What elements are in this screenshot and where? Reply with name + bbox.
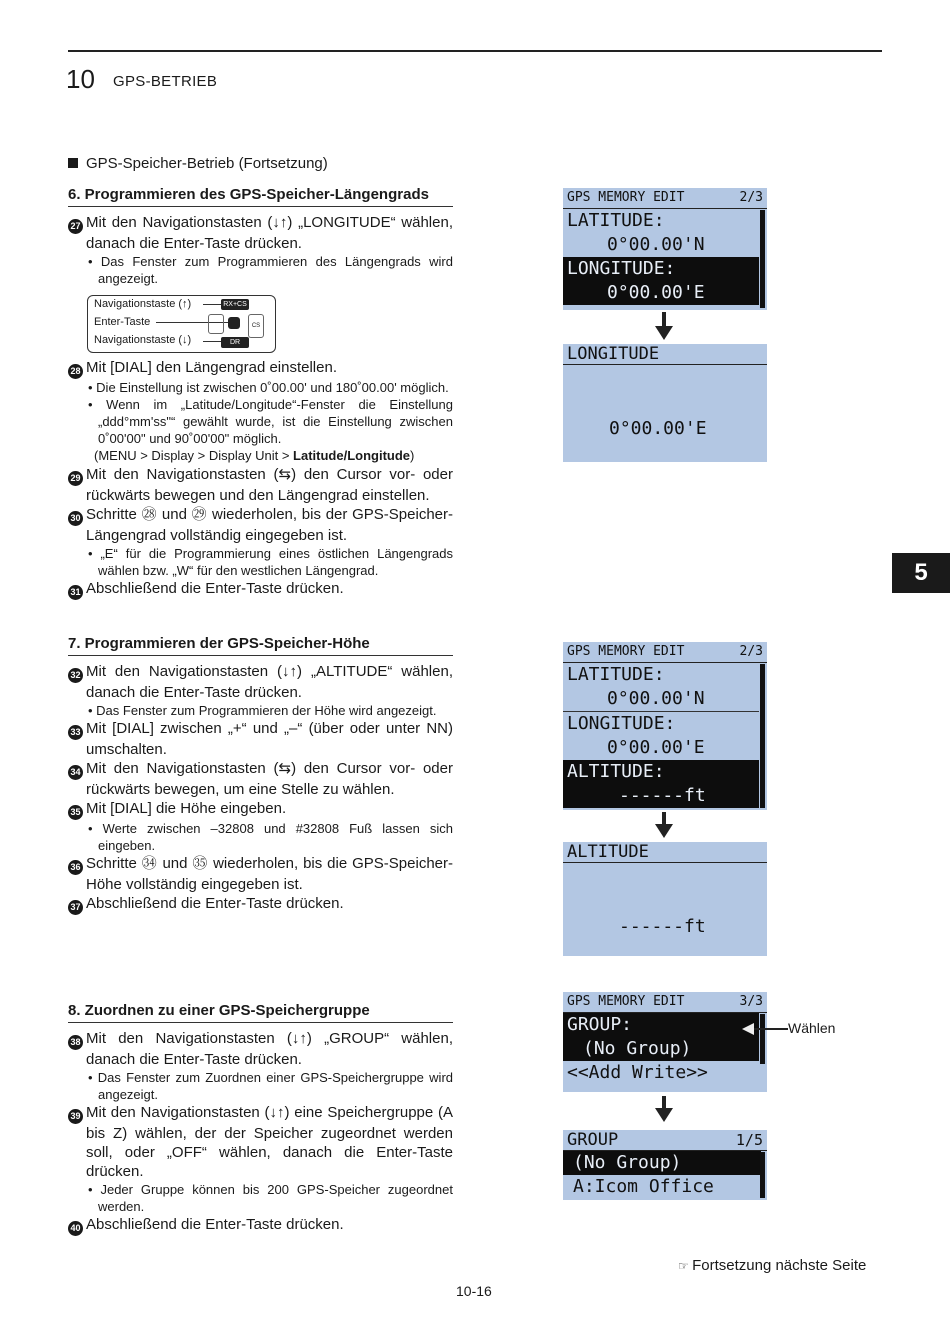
step-number: 30 [68, 511, 83, 526]
step-31: 31 Abschließend die Enter-Taste drücken. [68, 579, 453, 600]
section-7 [68, 635, 453, 915]
step-39: 39 Mit den Navigationstasten (↓↑) eine Speichergruppe (A bis Z) wählen, der der Speicher zugeordnet werden soll, oder „OFF“ wählen, danach die Enter-Taste drücken. [68, 1103, 453, 1181]
step-number: 27 [68, 219, 83, 234]
scrollbar [760, 1014, 765, 1064]
menu-path: (MENU > Display > Display Unit > Latitude/Longitude) [94, 448, 415, 463]
step-number: 37 [68, 900, 83, 915]
header-rule [68, 50, 882, 52]
key-diagram [87, 295, 276, 353]
select-label: Wählen [788, 1020, 836, 1036]
section-6-cont [68, 358, 453, 600]
step-27-note: • Das Fenster zum Programmieren des Längengrads wird angezeigt. [88, 254, 453, 286]
step-39-note: • Jeder Gruppe können bis 200 GPS-Speicher zugeordnet werden. [88, 1182, 453, 1214]
step-number: 28 [68, 364, 83, 379]
step-number: 29 [68, 471, 83, 486]
cs-key: CS [248, 314, 264, 338]
step-32-note: • Das Fenster zum Programmieren der Höhe wird angezeigt. [88, 703, 437, 718]
step-number: 35 [68, 805, 83, 820]
down-arrow-icon [655, 326, 673, 340]
step-30-note: • „E“ für die Programmierung eines östlichen Längengrads wählen bzw. „W“ für den westlichen Längengrad. [88, 546, 453, 578]
scrollbar [760, 210, 765, 308]
left-key-icon [208, 314, 224, 334]
section-heading: 8. Zuordnen zu einer GPS-Speichergruppe [68, 1002, 453, 1023]
lcd-selected-row [563, 1013, 759, 1061]
lcd-altitude-entry [563, 842, 767, 956]
continue-note: ☞ Fortsetzung nächste Seite [678, 1257, 867, 1274]
lcd-group-item-selected: (No Group) [563, 1151, 761, 1175]
step-number: 32 [68, 668, 83, 683]
lcd-longitude-value: 0°00.00'E [609, 418, 707, 439]
step-37: 37 Abschließend die Enter-Taste drücken. [68, 894, 453, 915]
square-bullet-icon [68, 158, 78, 168]
lcd-header: GROUP 1/5 [563, 1130, 767, 1151]
lcd-latitude-label: LATITUDE: [567, 210, 665, 231]
pointer-icon [742, 1023, 754, 1035]
step-34: 34 Mit den Navigationstasten (⇆) den Cursor vor- oder rückwärts bewegen, um eine Stelle zu wählen. [68, 759, 453, 799]
step-33: 33 Mit [DIAL] zwischen „+“ und „–“ (über oder unter NN) umschalten. [68, 719, 453, 759]
step-number: 34 [68, 765, 83, 780]
step-number: 39 [68, 1109, 83, 1124]
step-38: 38 Mit den Navigationstasten (↓↑) „GROUP“ wählen, danach die Enter-Taste drücken. [68, 1029, 453, 1069]
lcd-longitude-entry [563, 344, 767, 462]
lcd-latitude-value: 0°00.00'N [607, 234, 705, 255]
lcd-header: GPS MEMORY EDIT 2/3 [563, 188, 767, 209]
scrollbar [760, 664, 765, 808]
step-36: 36 Schritte ㉞ und ㉟ wiederholen, bis die GPS-Speicher-Höhe vollständig eingegeben ist. [68, 854, 453, 894]
key-label-enter: Enter-Taste [94, 316, 151, 328]
enter-key-icon [228, 317, 240, 329]
step-30: 30 Schritte ㉘ und ㉙ wiederholen, bis der GPS-Speicher-Längengrad vollständig eingegeben ist. [68, 505, 453, 545]
key-label-nav-up: Navigationstaste (↑) [94, 298, 192, 310]
lcd-selected-row [563, 257, 759, 305]
step-40: 40 Abschließend die Enter-Taste drücken. [68, 1215, 453, 1236]
lcd-longitude-value: 0°00.00'E [607, 737, 705, 758]
rxcs-key: RX+CS [221, 299, 249, 310]
step-27: 27 Mit den Navigationstasten (↓↑) „LONGITUDE“ wählen, danach die Enter-Taste drücken. [68, 213, 453, 253]
key-label-nav-down: Navigationstaste (↓) [94, 334, 192, 346]
scrollbar [760, 1152, 765, 1198]
step-number: 31 [68, 585, 83, 600]
lcd-longitude-label: LONGITUDE: [563, 711, 759, 736]
step-28: 28 Mit [DIAL] den Längengrad einstellen. [68, 358, 453, 379]
lcd-latitude-value: 0°00.00'N [607, 688, 705, 709]
page-number: 10-16 [456, 1283, 492, 1299]
section-heading: 7. Programmieren der GPS-Speicher-Höhe [68, 635, 453, 656]
section-6 [68, 186, 453, 287]
step-28-note-2: • Wenn im „Latitude/Longitude“-Fenster die Einstellung „ddd°mm'ss"“ gewählt wurde, ist die Einstellung zwischen 0˚00'00" und 90˚00'00" möglich. [88, 397, 453, 446]
step-number: 33 [68, 725, 83, 740]
lcd-edit-group [563, 992, 767, 1092]
step-number: 36 [68, 860, 83, 875]
chapter-title: GPS-BETRIEB [113, 73, 218, 90]
lcd-header: ALTITUDE [563, 842, 767, 863]
chapter-tab: 5 [892, 553, 950, 593]
lcd-header: GPS MEMORY EDIT 3/3 [563, 992, 767, 1013]
lcd-altitude-label: ALTITUDE: [567, 761, 665, 782]
step-29: 29 Mit den Navigationstasten (⇆) den Cursor vor- oder rückwärts bewegen und den Längengrad einstellen. [68, 465, 453, 505]
lcd-group-value: (No Group) [583, 1038, 692, 1059]
step-32: 32 Mit den Navigationstasten (↓↑) „ALTITUDE“ wählen, danach die Enter-Taste drücken. [68, 662, 453, 702]
lcd-group-list [563, 1130, 767, 1200]
section-heading: 6. Programmieren des GPS-Speicher-Längengrads [68, 186, 453, 207]
lcd-edit-altitude [563, 642, 767, 810]
pointing-hand-icon: ☞ [678, 1259, 693, 1273]
step-35-note: • Werte zwischen –32808 und #32808 Fuß lassen sich eingeben. [88, 821, 453, 853]
intro-heading: GPS-Speicher-Betrieb (Fortsetzung) [68, 155, 453, 172]
lcd-group-label: GROUP: [567, 1014, 633, 1035]
down-arrow-icon [655, 824, 673, 838]
step-number: 38 [68, 1035, 83, 1050]
lcd-header: GPS MEMORY EDIT 2/3 [563, 642, 767, 663]
lcd-latitude-label: LATITUDE: [567, 664, 665, 685]
down-arrow-icon [655, 1108, 673, 1122]
lcd-altitude-value: ------ft [619, 916, 706, 937]
lcd-longitude-label: LONGITUDE: [567, 258, 676, 279]
chapter-number: 10 [66, 64, 95, 94]
lcd-selected-row [563, 760, 759, 808]
step-38-note: • Das Fenster zum Zuordnen einer GPS-Speichergruppe wird angezeigt. [88, 1070, 453, 1102]
lcd-altitude-value: ------ft [619, 785, 706, 806]
lcd-add-write: <<Add Write>> [567, 1062, 708, 1083]
lcd-group-item: A:Icom Office [573, 1176, 714, 1197]
step-number: 40 [68, 1221, 83, 1236]
pointer-line [754, 1028, 788, 1030]
lcd-header: LONGITUDE [563, 344, 767, 365]
step-35: 35 Mit [DIAL] die Höhe eingeben. [68, 799, 453, 820]
section-8 [68, 1002, 453, 1236]
step-28-note-1: • Die Einstellung ist zwischen 0˚00.00' und 180˚00.00' möglich. [88, 380, 449, 395]
dr-key: DR [221, 337, 249, 348]
lcd-edit-longitude [563, 188, 767, 310]
lcd-longitude-value: 0°00.00'E [607, 282, 705, 303]
